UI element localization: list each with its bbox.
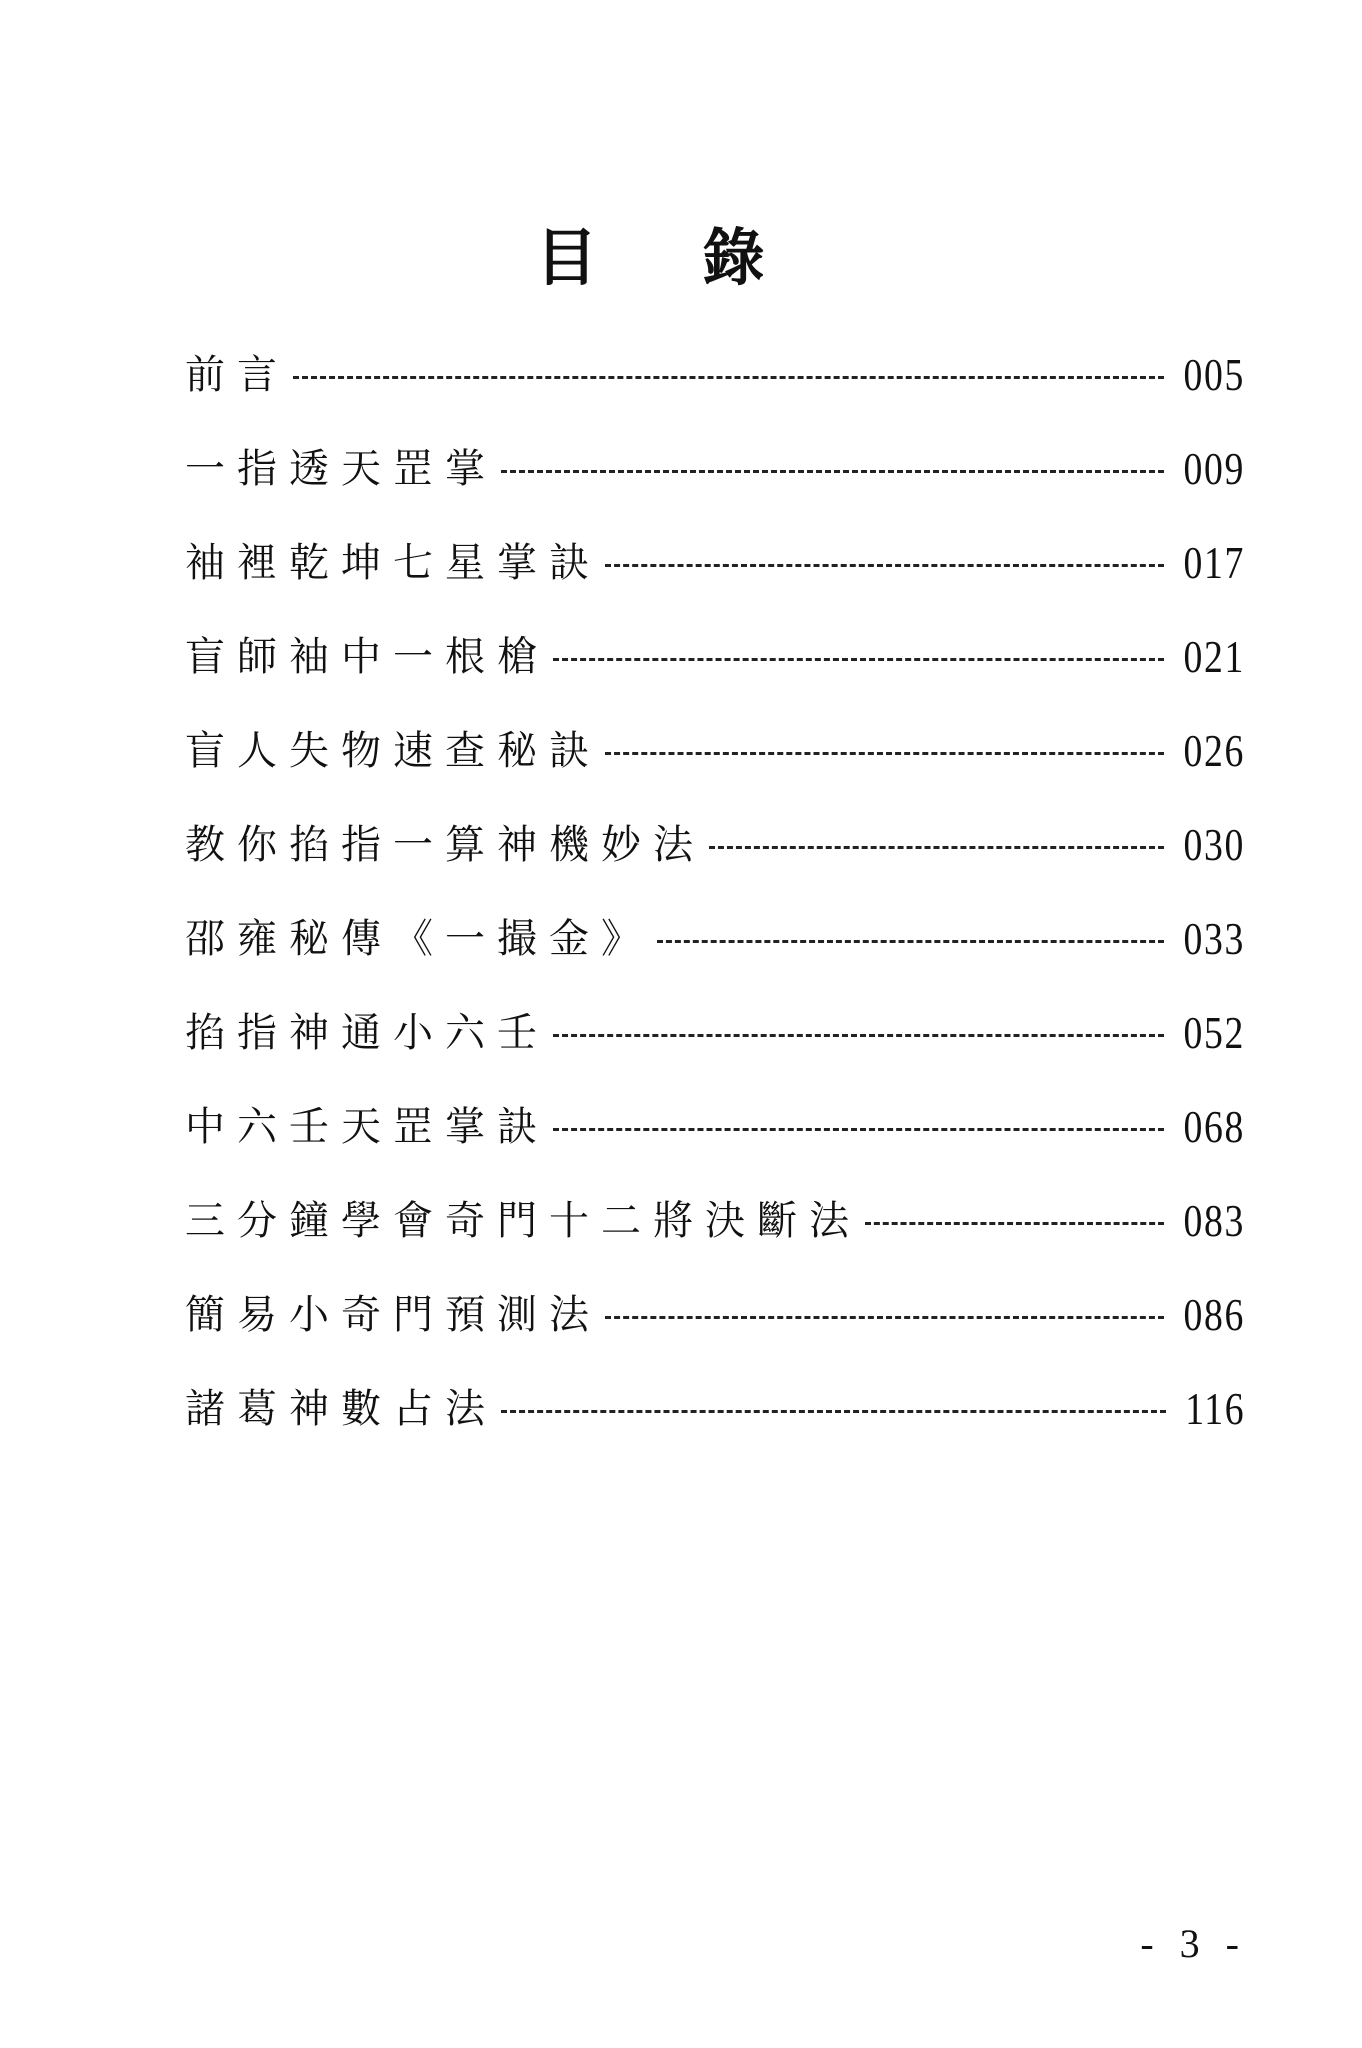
toc-entry-label: 盲人失物速查秘訣 xyxy=(185,728,601,774)
toc-entry-page: 086 xyxy=(1183,1289,1245,1340)
toc-entry-label: 諸葛神數占法 xyxy=(185,1386,497,1432)
toc-entry xyxy=(185,610,1245,704)
toc-entry xyxy=(185,1080,1245,1174)
title-char-1: 目 xyxy=(535,220,598,294)
toc-dot-leader xyxy=(605,564,1164,567)
toc-entry xyxy=(185,798,1245,892)
toc-entry-page: 083 xyxy=(1183,1195,1245,1246)
toc-dot-leader xyxy=(605,1316,1164,1319)
title-char-2: 錄 xyxy=(702,220,765,294)
page-number: - 3 - xyxy=(1140,1921,1247,1966)
toc-entry-page: 030 xyxy=(1183,819,1245,870)
toc-entry xyxy=(185,1362,1245,1456)
toc-entry-label: 掐指神通小六壬 xyxy=(185,1010,549,1056)
toc-entry-label: 教你掐指一算神機妙法 xyxy=(185,822,705,868)
toc-dot-leader xyxy=(605,752,1164,755)
toc-entry-page: 021 xyxy=(1183,631,1245,682)
toc-entry-label: 一指透天罡掌 xyxy=(185,446,497,492)
toc-dot-leader xyxy=(657,940,1164,943)
toc-dot-leader xyxy=(553,1034,1164,1037)
toc-entry-page: 026 xyxy=(1183,725,1245,776)
toc-entry-label: 前言 xyxy=(185,352,289,398)
toc-dot-leader xyxy=(553,658,1164,661)
toc-entry-page: 052 xyxy=(1183,1007,1245,1058)
toc-entry-label: 盲師袖中一根槍 xyxy=(185,634,549,680)
toc-dot-leader xyxy=(293,376,1164,379)
table-of-contents xyxy=(185,328,1245,1456)
toc-entry-page: 033 xyxy=(1183,913,1245,964)
toc-entry xyxy=(185,704,1245,798)
toc-entry xyxy=(185,328,1245,422)
toc-entry xyxy=(185,892,1245,986)
toc-entry xyxy=(185,1268,1245,1362)
toc-entry-label: 邵雍秘傳《一撮金》 xyxy=(185,916,653,962)
toc-entry xyxy=(185,422,1245,516)
toc-entry-label: 簡易小奇門預測法 xyxy=(185,1292,601,1338)
toc-entry-label: 三分鐘學會奇門十二將決斷法 xyxy=(185,1198,861,1244)
toc-entry xyxy=(185,986,1245,1080)
toc-entry-page: 009 xyxy=(1183,443,1245,494)
toc-dot-leader xyxy=(709,846,1164,849)
toc-dot-leader xyxy=(501,470,1164,473)
page-title xyxy=(0,220,1300,294)
toc-dot-leader xyxy=(553,1128,1164,1131)
toc-entry-page: 017 xyxy=(1183,537,1245,588)
toc-entry-label: 袖裡乾坤七星掌訣 xyxy=(185,540,601,586)
toc-dot-leader xyxy=(501,1410,1166,1413)
toc-dot-leader xyxy=(865,1222,1164,1225)
toc-entry-page: 005 xyxy=(1183,349,1245,400)
toc-entry xyxy=(185,516,1245,610)
toc-entry-label: 中六壬天罡掌訣 xyxy=(185,1104,549,1150)
toc-entry-page: 116 xyxy=(1184,1383,1245,1434)
toc-entry-page: 068 xyxy=(1183,1101,1245,1152)
toc-entry xyxy=(185,1174,1245,1268)
